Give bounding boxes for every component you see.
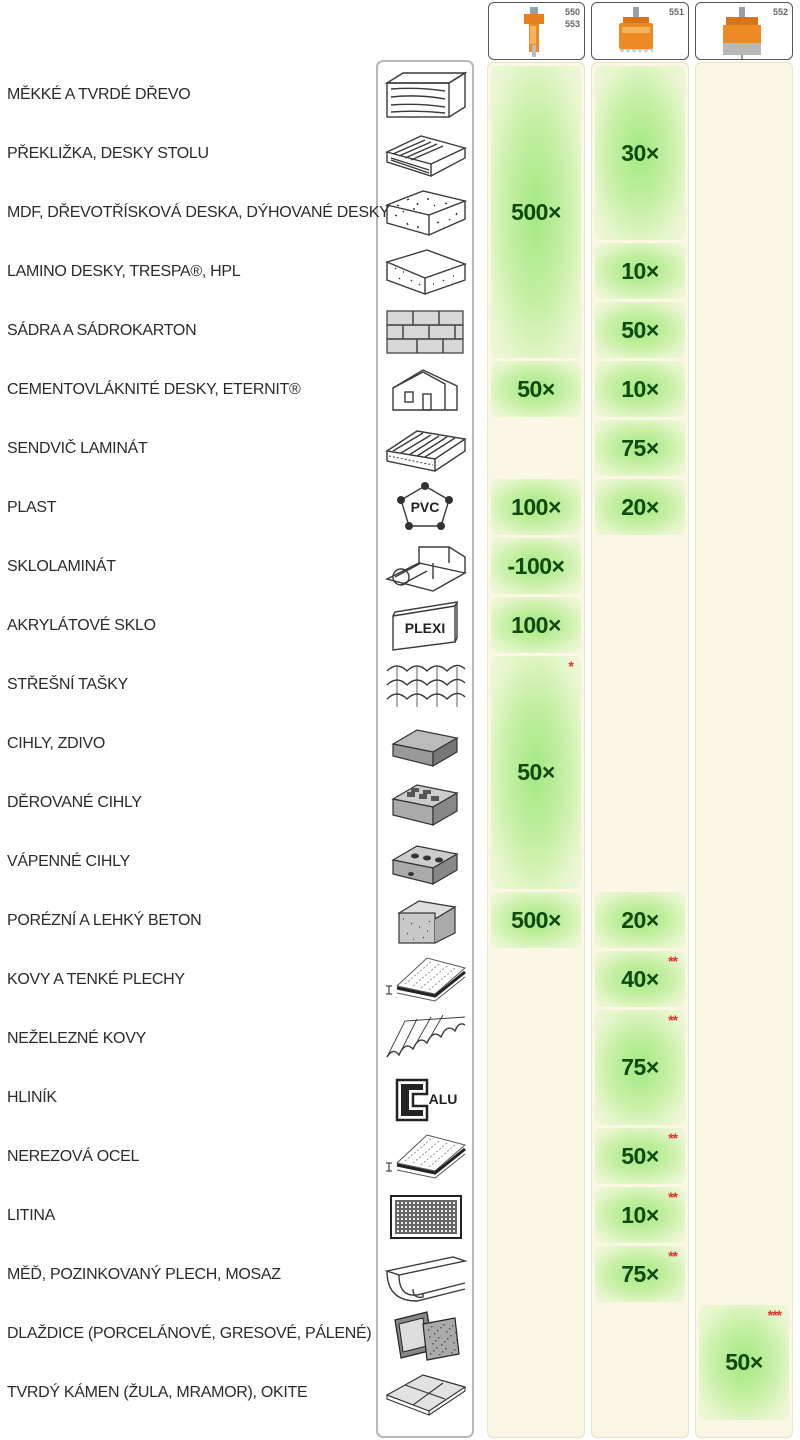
footnote-mark: **	[668, 953, 677, 969]
material-label: MĚĎ, POZINKOVANÝ PLECH, MOSAZ	[7, 1266, 281, 1283]
gutter-icon	[382, 1247, 468, 1303]
plywood-icon	[382, 126, 468, 182]
tool-header-3	[695, 2, 793, 60]
cell-value: 500×	[511, 906, 561, 933]
material-label: LAMINO DESKY, TRESPA®, HPL	[7, 263, 241, 280]
material-label: AKRYLÁTOVÉ SKLO	[7, 617, 156, 634]
tool-header-1	[488, 2, 585, 60]
cell-value: 100×	[511, 611, 561, 638]
compatibility-cell	[595, 420, 685, 476]
compatibility-cell	[491, 66, 581, 358]
roof-tiles-icon	[382, 657, 468, 713]
plexi-icon-text: PLEXI	[404, 620, 446, 636]
compatibility-cell	[699, 1305, 789, 1420]
sandwich-laminate-icon	[382, 421, 468, 477]
compatibility-cell	[595, 1187, 685, 1243]
material-label: DĚROVANÉ CIHLY	[7, 794, 142, 811]
aerated-concrete-icon	[382, 893, 468, 949]
tiles-icon	[382, 1306, 468, 1362]
compatibility-cell	[595, 1128, 685, 1184]
pvc-icon-text: PVC	[410, 499, 440, 515]
material-label: NEREZOVÁ OCEL	[7, 1148, 140, 1165]
carbide-holesaw-icon	[606, 5, 666, 60]
cell-value: 10×	[621, 375, 659, 402]
footnote-mark: **	[668, 1130, 677, 1146]
footnote-mark: *	[568, 658, 573, 674]
material-label: PLAST	[7, 499, 57, 516]
cell-value: 50×	[517, 759, 555, 785]
tool-code: 552	[772, 7, 788, 17]
footnote-mark: **	[668, 1012, 677, 1028]
footnote-mark: **	[668, 1248, 677, 1264]
material-label: SKLOLAMINÁT	[7, 558, 116, 575]
compatibility-cell	[595, 1246, 685, 1302]
alu-icon	[382, 1070, 468, 1126]
material-label: DLAŽDICE (PORCELÁNOVÉ, GRESOVÉ, PÁLENÉ)	[7, 1325, 372, 1342]
alu-icon-text: ALU	[428, 1091, 458, 1107]
compatibility-cell	[595, 66, 685, 240]
material-label: NEŽELEZNÉ KOVY	[7, 1030, 146, 1047]
material-label: MĚKKÉ A TVRDÉ DŘEVO	[7, 86, 191, 103]
footnote-mark: ***	[767, 1307, 781, 1323]
material-label: PŘEKLIŽKA, DESKY STOLU	[7, 145, 209, 162]
compatibility-cell	[491, 656, 581, 889]
stainless-sheet-icon	[382, 1129, 468, 1185]
cell-value: 10×	[621, 1201, 659, 1228]
material-label: LITINA	[7, 1207, 55, 1224]
cell-value: 50×	[621, 1142, 659, 1169]
cell-value: 40×	[621, 965, 659, 992]
pvc-icon	[382, 480, 468, 536]
footnote-mark: **	[668, 1189, 677, 1205]
cell-value: 20×	[621, 906, 659, 933]
compatibility-cell	[595, 951, 685, 1007]
compatibility-cell	[595, 1010, 685, 1125]
compatibility-cell	[491, 361, 581, 417]
compatibility-cell	[491, 479, 581, 535]
material-label: VÁPENNÉ CIHLY	[7, 853, 130, 870]
material-label: TVRDÝ KÁMEN (ŽULA, MRAMOR), OKITE	[7, 1384, 308, 1401]
bimetal-holesaw-icon	[503, 5, 563, 60]
cell-value: 10×	[621, 257, 659, 284]
wood-icon	[382, 67, 468, 123]
cell-value: 50×	[517, 375, 555, 402]
material-label: MDF, DŘEVOTŘÍSKOVÁ DESKA, DÝHOVANÉ DESKY	[7, 204, 390, 221]
tool-code: 550	[564, 7, 580, 17]
fiberglass-icon	[382, 539, 468, 595]
compatibility-cell	[595, 892, 685, 948]
particleboard-icon	[382, 185, 468, 241]
tool-code: 553	[564, 19, 580, 29]
corrugated-sheet-icon	[382, 1011, 468, 1067]
tool-code: 551	[668, 7, 684, 17]
material-label: CEMENTOVLÁKNITÉ DESKY, ETERNIT®	[7, 381, 301, 398]
compatibility-cell	[595, 361, 685, 417]
plexi-icon	[382, 598, 468, 654]
material-label: HLINÍK	[7, 1089, 57, 1106]
cell-value: 100×	[511, 493, 561, 520]
compatibility-cell	[595, 243, 685, 299]
compatibility-cell	[595, 302, 685, 358]
tool-code-list	[669, 6, 684, 18]
hollow-brick-icon	[382, 775, 468, 831]
cell-value: 50×	[621, 316, 659, 343]
drywall-icon	[382, 303, 468, 359]
cell-value: 75×	[621, 1054, 659, 1080]
cell-value: 500×	[511, 198, 561, 225]
tool-header-2	[591, 2, 689, 60]
house-icon	[382, 362, 468, 418]
cell-value: -100×	[507, 552, 565, 579]
tool-code-list	[565, 6, 580, 30]
tool-code-list	[773, 6, 788, 18]
compatibility-cell	[491, 597, 581, 653]
cast-iron-grate-icon	[382, 1188, 468, 1244]
cell-value: 75×	[621, 1260, 659, 1287]
cell-value: 20×	[621, 493, 659, 520]
column-diamond-background	[695, 62, 793, 1438]
thin-sheet-metal-icon	[382, 952, 468, 1008]
material-label: KOVY A TENKÉ PLECHY	[7, 971, 185, 988]
material-label: PORÉZNÍ A LEHKÝ BETON	[7, 912, 202, 929]
diamond-holesaw-icon	[712, 5, 772, 60]
cell-value: 75×	[621, 434, 659, 461]
material-label: SENDVIČ LAMINÁT	[7, 440, 148, 457]
material-label: CIHLY, ZDIVO	[7, 735, 106, 752]
compatibility-cell	[595, 479, 685, 535]
compatibility-cell	[491, 892, 581, 948]
stone-slab-icon	[382, 1365, 468, 1421]
lime-brick-icon	[382, 834, 468, 890]
compatibility-cell	[491, 538, 581, 594]
material-label: STŘEŠNÍ TAŠKY	[7, 676, 128, 693]
cell-value: 30×	[621, 139, 659, 166]
cell-value: 50×	[725, 1349, 763, 1375]
brick-icon	[382, 716, 468, 772]
material-label: SÁDRA A SÁDROKARTON	[7, 322, 197, 339]
laminate-board-icon	[382, 244, 468, 300]
